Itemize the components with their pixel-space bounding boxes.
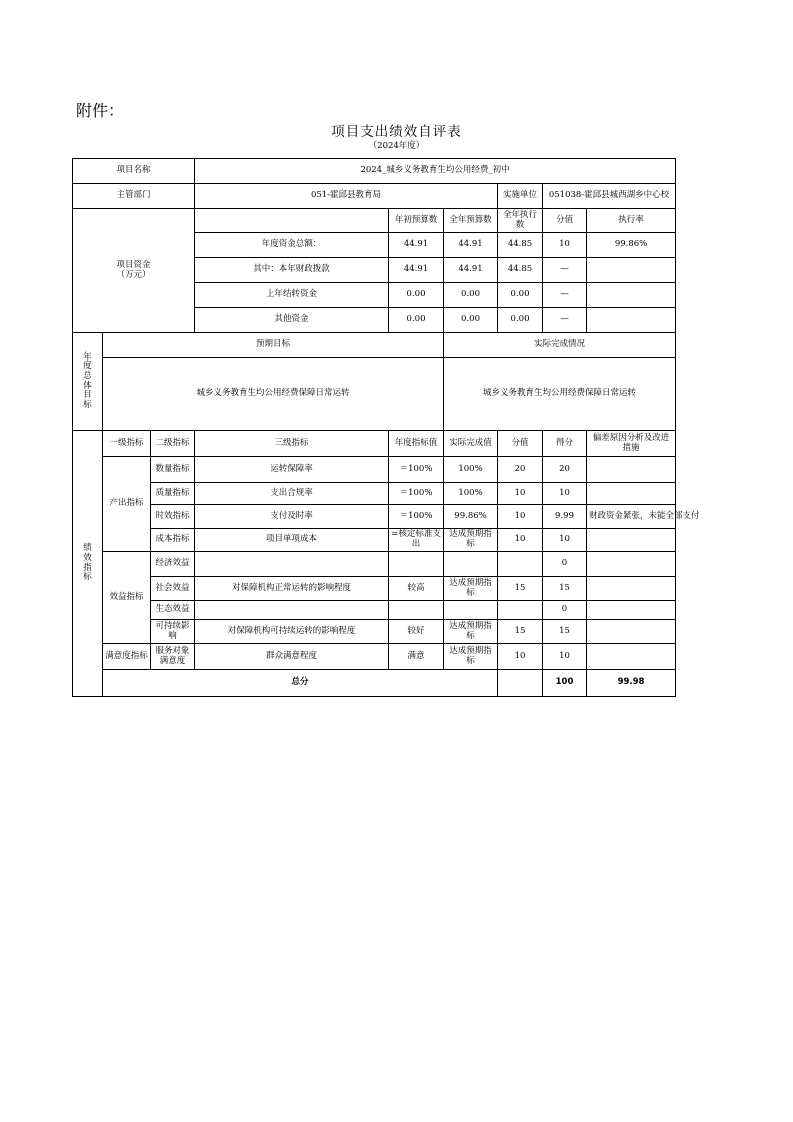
indicator-target: ＝100% <box>389 483 444 505</box>
indicators-header-target: 年度指标值 <box>389 431 444 457</box>
indicator-reason <box>587 552 676 577</box>
funds-row-name: 年度资金总额： <box>195 233 389 258</box>
indicator-weight: 10 <box>498 483 543 505</box>
indicator-l2: 成本指标 <box>151 529 195 552</box>
indicator-l3: 支付及时率 <box>195 505 389 529</box>
dept-value: 051-霍邱县教育局 <box>195 184 498 209</box>
benefit-indicators-label: 效益指标 <box>103 552 151 644</box>
funds-row-name: 其中：本年财政拨款 <box>195 258 389 283</box>
funds-row-rate <box>587 258 676 283</box>
funds-row-rate <box>587 283 676 308</box>
indicator-weight: 20 <box>498 457 543 483</box>
satisfaction-indicators-label: 满意度指标 <box>103 644 151 670</box>
funds-row-name: 其他资金 <box>195 308 389 333</box>
indicator-l3: 群众满意程度 <box>195 644 389 670</box>
indicator-reason <box>587 529 676 552</box>
indicator-l2: 质量指标 <box>151 483 195 505</box>
indicator-actual <box>444 552 498 577</box>
indicator-row <box>73 552 676 577</box>
indicators-header-score: 得分 <box>543 431 587 457</box>
indicator-reason <box>587 601 676 620</box>
indicator-l2: 生态效益 <box>151 601 195 620</box>
project-name-row <box>73 159 676 184</box>
indicator-row <box>73 601 676 620</box>
funds-row-initial: 44.91 <box>389 258 444 283</box>
indicator-row <box>73 505 676 529</box>
funds-row-annual: 44.91 <box>444 258 498 283</box>
indicators-header-actual: 实际完成值 <box>444 431 498 457</box>
indicators-header-reason: 偏差原因分析及改进措施 <box>587 431 676 457</box>
funds-row-initial: 44.91 <box>389 233 444 258</box>
indicator-score: 0 <box>543 552 587 577</box>
funds-row-annual: 44.91 <box>444 233 498 258</box>
department-row <box>73 184 676 209</box>
indicator-weight: 15 <box>498 577 543 601</box>
funds-header-row <box>73 209 676 233</box>
indicator-score: 10 <box>543 483 587 505</box>
indicator-l3: 对保障机构可持续运转的影响程度 <box>195 620 389 644</box>
indicators-header-row <box>73 431 676 457</box>
indicator-actual: 100% <box>444 457 498 483</box>
total-blank <box>498 670 543 697</box>
funds-row-executed: 44.85 <box>498 258 543 283</box>
funds-row-executed: 0.00 <box>498 308 543 333</box>
funds-row-weight: — <box>543 258 587 283</box>
indicator-l2: 经济效益 <box>151 552 195 577</box>
indicator-target: 较高 <box>389 577 444 601</box>
indicators-header-l3: 三级指标 <box>195 431 389 457</box>
indicator-row <box>73 577 676 601</box>
indicators-label <box>73 431 103 697</box>
indicator-reason <box>587 644 676 670</box>
funds-header-weight: 分值 <box>543 209 587 233</box>
indicator-l3: 支出合规率 <box>195 483 389 505</box>
indicator-weight <box>498 601 543 620</box>
deviation-reason-text: 财政资金紧张，未能全部支付 <box>589 510 700 521</box>
output-indicators-label: 产出指标 <box>103 457 151 552</box>
goals-label-char: 总 <box>83 370 92 381</box>
indicator-l3 <box>195 601 389 620</box>
indicator-row <box>73 620 676 644</box>
funds-header-annual: 全年预算数 <box>444 209 498 233</box>
indicators-label-char: 指 <box>83 562 92 573</box>
indicator-weight <box>498 552 543 577</box>
indicator-l3: 运转保障率 <box>195 457 389 483</box>
funds-row-initial: 0.00 <box>389 283 444 308</box>
indicator-actual: 达成预期指标 <box>444 620 498 644</box>
indicator-target <box>389 552 444 577</box>
indicator-row <box>73 529 676 552</box>
indicators-header-l1: 一级指标 <box>103 431 151 457</box>
indicators-header-l2: 二级指标 <box>151 431 195 457</box>
funds-row-weight: 10 <box>543 233 587 258</box>
funds-row-rate: 99.86% <box>587 233 676 258</box>
funds-row-weight: — <box>543 283 587 308</box>
indicator-score: 15 <box>543 577 587 601</box>
indicator-l2: 服务对象满意度 <box>151 644 195 670</box>
funds-row-rate <box>587 308 676 333</box>
indicator-l3: 项目单项成本 <box>195 529 389 552</box>
project-name-label: 项目名称 <box>73 159 195 184</box>
indicator-weight: 15 <box>498 620 543 644</box>
attachment-label: 附件： <box>76 101 125 120</box>
funds-row-name: 上年结转资金 <box>195 283 389 308</box>
indicator-score: 10 <box>543 644 587 670</box>
funds-header-rate: 执行率 <box>587 209 676 233</box>
indicator-target: =核定标准支出 <box>389 529 444 552</box>
indicator-l2: 可持续影响 <box>151 620 195 644</box>
goals-label-char: 体 <box>83 380 92 391</box>
indicator-actual: 99.86% <box>444 505 498 529</box>
indicator-l2: 数量指标 <box>151 457 195 483</box>
indicators-label-char: 绩 <box>83 543 92 554</box>
indicator-actual: 100% <box>444 483 498 505</box>
indicator-target <box>389 601 444 620</box>
total-label: 总分 <box>103 670 498 697</box>
self-evaluation-table <box>72 158 700 697</box>
indicator-l2: 时效指标 <box>151 505 195 529</box>
actual-goal-text: 城乡义务教育生均公用经费保障日常运转 <box>444 358 676 431</box>
funds-row-executed: 44.85 <box>498 233 543 258</box>
page-subtitle: （2024年度） <box>368 141 425 151</box>
indicator-actual: 达成预期指标 <box>444 529 498 552</box>
funds-header-executed: 全年执行数 <box>498 209 543 233</box>
indicator-score: 20 <box>543 457 587 483</box>
indicator-score: 10 <box>543 529 587 552</box>
funds-row-annual: 0.00 <box>444 308 498 333</box>
funds-label-line2: （万元） <box>116 269 151 280</box>
indicator-target: 较好 <box>389 620 444 644</box>
indicator-reason <box>587 457 676 483</box>
indicator-row <box>73 644 676 670</box>
indicators-header-weight: 分值 <box>498 431 543 457</box>
indicator-target: ＝100% <box>389 457 444 483</box>
goals-label-char: 目 <box>83 390 92 401</box>
goals-label-char: 标 <box>83 399 92 410</box>
indicator-actual <box>444 601 498 620</box>
dept-label: 主管部门 <box>73 184 195 209</box>
page-title: 项目支出绩效自评表 <box>331 124 462 140</box>
funds-header-initial: 年初预算数 <box>389 209 444 233</box>
indicator-reason <box>587 620 676 644</box>
indicator-target: ＝100% <box>389 505 444 529</box>
indicator-weight: 10 <box>498 505 543 529</box>
indicator-actual: 达成预期指标 <box>444 577 498 601</box>
indicator-row <box>73 483 676 505</box>
indicator-score: 9.99 <box>543 505 587 529</box>
indicator-reason <box>587 577 676 601</box>
indicator-target: 满意 <box>389 644 444 670</box>
funds-row-weight: — <box>543 308 587 333</box>
goals-header-row <box>73 333 676 358</box>
indicator-weight: 10 <box>498 644 543 670</box>
impl-unit-label: 实施单位 <box>498 184 543 209</box>
expected-goal-text: 城乡义务教育生均公用经费保障日常运转 <box>103 358 444 431</box>
funds-label-line1: 项目资金 <box>116 259 151 270</box>
actual-goal-label: 实际完成情况 <box>444 333 676 358</box>
funds-row-annual: 0.00 <box>444 283 498 308</box>
project-name-value: 2024_城乡义务教育生均公用经费_初中 <box>195 159 676 184</box>
goals-label-char: 度 <box>83 361 92 372</box>
indicator-score: 0 <box>543 601 587 620</box>
goals-label-char: 年 <box>83 351 92 362</box>
indicators-label-char: 效 <box>83 552 92 563</box>
indicator-weight: 10 <box>498 529 543 552</box>
total-row <box>73 670 676 697</box>
indicator-reason <box>587 483 676 505</box>
funds-label <box>73 209 195 333</box>
expected-goal-label: 预期目标 <box>103 333 444 358</box>
indicators-label-char: 标 <box>83 572 92 583</box>
indicator-l3: 对保障机构正常运转的影响程度 <box>195 577 389 601</box>
goals-content-row <box>73 358 676 431</box>
funds-row-executed: 0.00 <box>498 283 543 308</box>
indicator-reason <box>587 505 700 529</box>
total-score: 99.98 <box>587 670 676 697</box>
funds-row-initial: 0.00 <box>389 308 444 333</box>
goals-label <box>73 333 103 431</box>
indicator-row <box>73 457 676 483</box>
indicator-actual: 达成预期指标 <box>444 644 498 670</box>
indicator-l3 <box>195 552 389 577</box>
impl-unit-value: 051038-霍邱县城西湖乡中心校 <box>543 184 676 209</box>
indicator-l2: 社会效益 <box>151 577 195 601</box>
indicator-score: 15 <box>543 620 587 644</box>
total-weight: 100 <box>543 670 587 697</box>
